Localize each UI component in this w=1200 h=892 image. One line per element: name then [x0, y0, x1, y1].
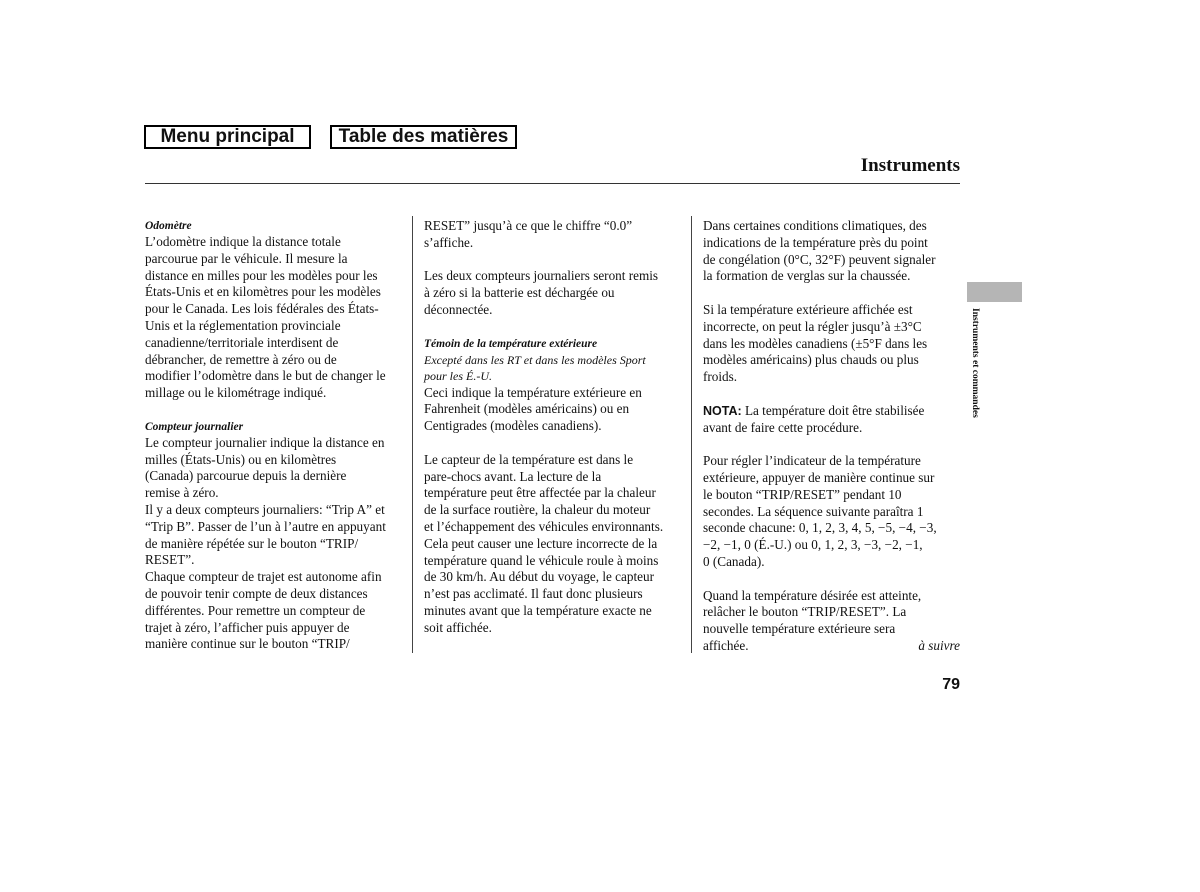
odometer-heading: Odomètre [145, 220, 192, 232]
text-line: n’est pas acclimaté. Il faut donc plusieurs [424, 586, 643, 602]
temp-adjust-paragraph [703, 302, 960, 386]
text-line: différentes. Pour remettre un compteur de [145, 602, 366, 618]
text-line: Chaque compteur de trajet est autonome afin [145, 569, 382, 585]
text-line: température quand le véhicule roule à moins [424, 552, 659, 568]
text-line: nouvelle température extérieure sera [703, 621, 896, 637]
table-of-contents-button[interactable]: Table des matières [330, 125, 517, 149]
text-line: déconnectée. [424, 301, 493, 317]
text-line: froids. [703, 369, 738, 385]
section-tab-marker [967, 282, 1022, 302]
text-line: remise à zéro. [145, 485, 219, 501]
text-line: extérieure, appuyer de manière continue sur [703, 469, 935, 485]
column-divider [691, 216, 692, 653]
text-line: secondes. La séquence suivante paraîtra 1 [703, 503, 924, 519]
column-1 [145, 218, 407, 653]
section-title: Instruments [860, 155, 960, 176]
text-line: RESET” jusqu’à ce que le chiffre “0.0” [424, 218, 633, 233]
main-menu-button[interactable]: Menu principal [144, 125, 311, 149]
text-line: Ceci indique la température extérieure en [424, 384, 642, 400]
text-line: indications de la température près du point [703, 234, 928, 250]
text-line: modèles américains) plus chauds ou plus [703, 352, 919, 368]
trip-meter-paragraph [145, 435, 407, 653]
text-line: Dans certaines conditions climatiques, des [703, 218, 927, 233]
outside-temp-heading: Témoin de la température extérieure [424, 337, 598, 350]
text-line: pour les É.-U. [424, 369, 492, 384]
text-line: relâcher le bouton “TRIP/RESET”. La [703, 604, 907, 620]
model-exception-note [424, 352, 686, 385]
text-line: −2, −1, 0 (É.-U.) ou 0, 1, 2, 3, −3, −2, −1, [703, 537, 923, 553]
text-line: incorrecte, on peut la régler jusqu’à ±3°C [703, 318, 922, 334]
ice-warning-paragraph [703, 218, 960, 285]
text-line: canadienne/territoriale interdisent de [145, 334, 339, 350]
text-line: manière continue sur le bouton “TRIP/ [145, 636, 350, 652]
text-line: de pouvoir tenir compte de deux distances [145, 585, 368, 601]
text-line: s’affiche. [424, 234, 474, 250]
text-line: (Canada) parcourue depuis la dernière [145, 468, 347, 484]
text-line: L’odomètre indique la distance totale [145, 234, 341, 249]
text-line: Cela peut causer une lecture incorrecte de la [424, 535, 658, 551]
text-line: débrancher, de remettre à zéro ou de [145, 351, 337, 367]
text-line: “Trip B”. Passer de l’un à l’autre en appuyant [145, 518, 386, 534]
text-line: à zéro si la batterie est déchargée ou [424, 285, 615, 301]
text-line: la formation de verglas sur la chaussée. [703, 268, 911, 284]
odometer-paragraph [145, 234, 407, 402]
continued-indicator: à suivre [918, 637, 960, 653]
temp-sensor-paragraph [424, 452, 686, 637]
text-line: soit affichée. [424, 619, 492, 635]
nota-text: La température doit être stabilisée [741, 402, 925, 418]
nota-label: NOTA: [703, 403, 742, 418]
text-line: millage ou le kilométrage indiqué. [145, 385, 327, 401]
text-line: de la surface routière, la chaleur du moteur [424, 502, 651, 518]
header-rule [145, 183, 960, 184]
text-line: parcourue par le véhicule. Il mesure la [145, 250, 348, 266]
section-tab-label: Instruments et commandes [970, 308, 980, 418]
text-line: de manière répétée sur le bouton “TRIP/ [145, 535, 359, 551]
release-paragraph [703, 588, 960, 638]
text-line: Centigrades (modèles canadiens). [424, 418, 602, 434]
text-line: pare-chocs avant. La lecture de la [424, 468, 602, 484]
text-line: Le capteur de la température est dans le [424, 451, 634, 467]
release-last-line [703, 638, 960, 655]
text-line: de 30 km/h. Au début du voyage, le capteur [424, 569, 654, 585]
text-line: de congélation (0°C, 32°F) peuvent signaler [703, 251, 936, 267]
text-line: Pour régler l’indicateur de la température [703, 453, 921, 469]
text-line: milles (États-Unis) ou en kilomètres [145, 451, 337, 467]
text-line: Il y a deux compteurs journaliers: “Trip A” et [145, 501, 385, 517]
text-line: Excepté dans les RT et dans les modèles Sport [424, 352, 646, 367]
page-number: 79 [942, 676, 960, 693]
trip-reset-continued-paragraph [424, 218, 686, 252]
nota-paragraph [703, 403, 960, 420]
trip-meter-heading: Compteur journalier [145, 420, 244, 433]
column-2 [424, 218, 686, 637]
text-line: température peut être affectée par la chaleur [424, 485, 656, 501]
text-line: 0 (Canada). [703, 553, 765, 569]
text-line: pour le Canada. Les lois fédérales des États- [145, 301, 379, 317]
text-line: Quand la température désirée est atteinte, [703, 587, 922, 603]
text-line: Fahrenheit (modèles américains) ou en [424, 401, 630, 417]
release-last-text: affichée. [703, 637, 749, 653]
text-line: Les deux compteurs journaliers seront remis [424, 268, 659, 284]
text-line: États-Unis et en kilomètres pour les modèles [145, 284, 381, 300]
text-line: Si la température extérieure affichée est [703, 301, 913, 317]
column-3 [703, 218, 960, 655]
text-line: Unis et la réglementation provinciale [145, 317, 341, 333]
column-divider [412, 216, 413, 653]
battery-reset-paragraph [424, 268, 686, 318]
outside-temp-paragraph [424, 385, 686, 435]
text-line: seconde chacune: 0, 1, 2, 3, 4, 5, −5, −4, −3, [703, 520, 937, 536]
text-line: RESET”. [145, 552, 195, 568]
text-line: distance en milles pour les modèles pour les [145, 267, 378, 283]
text-line: Le compteur journalier indique la distance en [145, 434, 385, 450]
text-line: et l’échappement des véhicules environnants. [424, 518, 664, 534]
text-line: minutes avant que la température exacte ne [424, 602, 652, 618]
text-line: le bouton “TRIP/RESET” pendant 10 [703, 486, 902, 502]
nota-text-line-2: avant de faire cette procédure. [703, 419, 863, 435]
adjust-procedure-paragraph [703, 453, 960, 571]
text-line: trajet à zéro, l’afficher puis appuyer de [145, 619, 350, 635]
text-line: modifier l’odomètre dans le but de changer le [145, 368, 386, 384]
text-line: dans les modèles canadiens (±5°F dans les [703, 335, 928, 351]
